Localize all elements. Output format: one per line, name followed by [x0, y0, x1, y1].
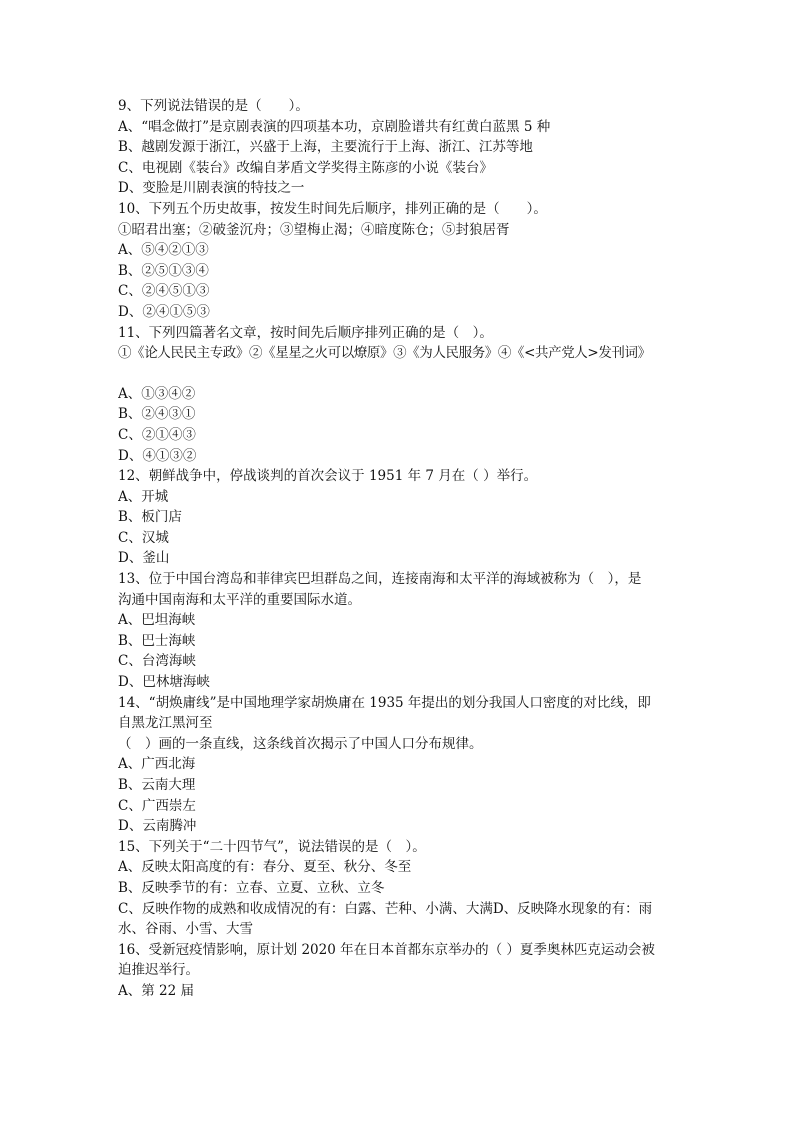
question-stem: 10、下列五个历史故事，按发生时间先后顺序，排列正确的是（ ）。 — [118, 200, 547, 217]
question-stem-line-1: 16、受新冠疫情影响，原计划 2020 年在日本首都东京举办的（ ）夏季奥林匹克运动会被 — [118, 941, 655, 958]
option-c: C、汉城 — [118, 529, 169, 546]
question-stem: 15、下列关于“二十四节气”，说法错误的是（ ）。 — [118, 838, 426, 855]
option-d: D、变脸是川剧表演的特技之一 — [118, 180, 305, 197]
option-d: D、④①③② — [118, 447, 197, 464]
option-b: B、板门店 — [118, 509, 182, 526]
option-b: B、越剧发源于浙江，兴盛于上海，主要流行于上海、浙江、江苏等地 — [118, 139, 533, 156]
option-d: D、巴林塘海峡 — [118, 674, 210, 691]
question-stem-line-2: 自黑龙江黑河至 — [118, 715, 213, 732]
option-a: A、①③④② — [118, 385, 196, 402]
question-stem: 11、下列四篇著名文章，按时间先后顺序排列正确的是（ ）。 — [118, 324, 493, 341]
option-c: C、电视剧《装台》改编自茅盾文学奖得主陈彦的小说《装台》 — [118, 159, 493, 176]
question-15 — [118, 837, 678, 940]
option-b: B、巴士海峡 — [118, 632, 196, 649]
question-stem-line-3: （ ）画的一条直线，这条线首次揭示了中国人口分布规律。 — [118, 735, 483, 752]
question-10 — [118, 199, 678, 323]
question-13 — [118, 569, 678, 693]
option-d: D、②④①⑤③ — [118, 303, 210, 320]
question-14 — [118, 693, 678, 837]
option-a: A、⑤④②①③ — [118, 242, 209, 259]
question-items: ①昭君出塞；②破釜沉舟；③望梅止渴；④暗度陈仓；⑤封狼居胥 — [118, 221, 510, 238]
question-items: ①《论人民民主专政》②《星星之火可以燎原》③《为人民服务》④《<共产党人>发刊词》 — [118, 345, 651, 362]
option-c: C、台湾海峡 — [118, 653, 196, 670]
option-c: C、②①④③ — [118, 426, 196, 443]
question-stem: 12、朝鲜战争中，停战谈判的首次会议于 1951 年 7 月在（ ）举行。 — [118, 468, 538, 485]
option-a: A、巴坦海峡 — [118, 612, 196, 629]
option-a: A、开城 — [118, 488, 169, 505]
question-11 — [118, 323, 678, 467]
question-stem-line-1: 13、位于中国台湾岛和菲律宾巴坦群岛之间，连接南海和太平洋的海域被称为（ ），是 — [118, 571, 642, 588]
option-c: C、②④⑤①③ — [118, 283, 210, 300]
option-a: A、反映太阳高度的有：春分、夏至、秋分、冬至 — [118, 859, 412, 876]
question-16 — [118, 940, 678, 1002]
question-stem-line-1: 14、“胡焕庸线”是中国地理学家胡焕庸在 1935 年提出的划分我国人口密度的对比线，即 — [118, 694, 651, 711]
option-c-d-line-1: C、反映作物的成熟和收成情况的有：白露、芒种、小满、大满D、反映降水现象的有：雨 — [118, 900, 653, 917]
option-b: B、反映季节的有：立春、立夏、立秋、立冬 — [118, 879, 385, 896]
option-d: D、云南腾冲 — [118, 818, 197, 835]
option-c-d-line-2: 水、谷雨、小雪、大雪 — [118, 921, 253, 938]
option-a: A、第 22 届 — [118, 982, 195, 999]
question-stem-line-2: 迫推迟举行。 — [118, 962, 199, 979]
option-b: B、②⑤①③④ — [118, 262, 209, 279]
option-a: A、“唱念做打”是京剧表演的四项基本功，京剧脸谱共有红黄白蓝黑 5 种 — [118, 118, 551, 135]
blank-line — [118, 364, 678, 384]
question-stem-line-2: 沟通中国南海和太平洋的重要国际水道。 — [118, 591, 361, 608]
document-page — [118, 96, 678, 1002]
option-c: C、广西崇左 — [118, 797, 196, 814]
option-d: D、釜山 — [118, 550, 170, 567]
option-a: A、广西北海 — [118, 756, 196, 773]
question-9 — [118, 96, 678, 199]
option-b: B、云南大理 — [118, 777, 196, 793]
question-12 — [118, 466, 678, 569]
question-stem: 9、下列说法错误的是（ ）。 — [118, 98, 309, 114]
option-b: B、②④③① — [118, 406, 196, 423]
